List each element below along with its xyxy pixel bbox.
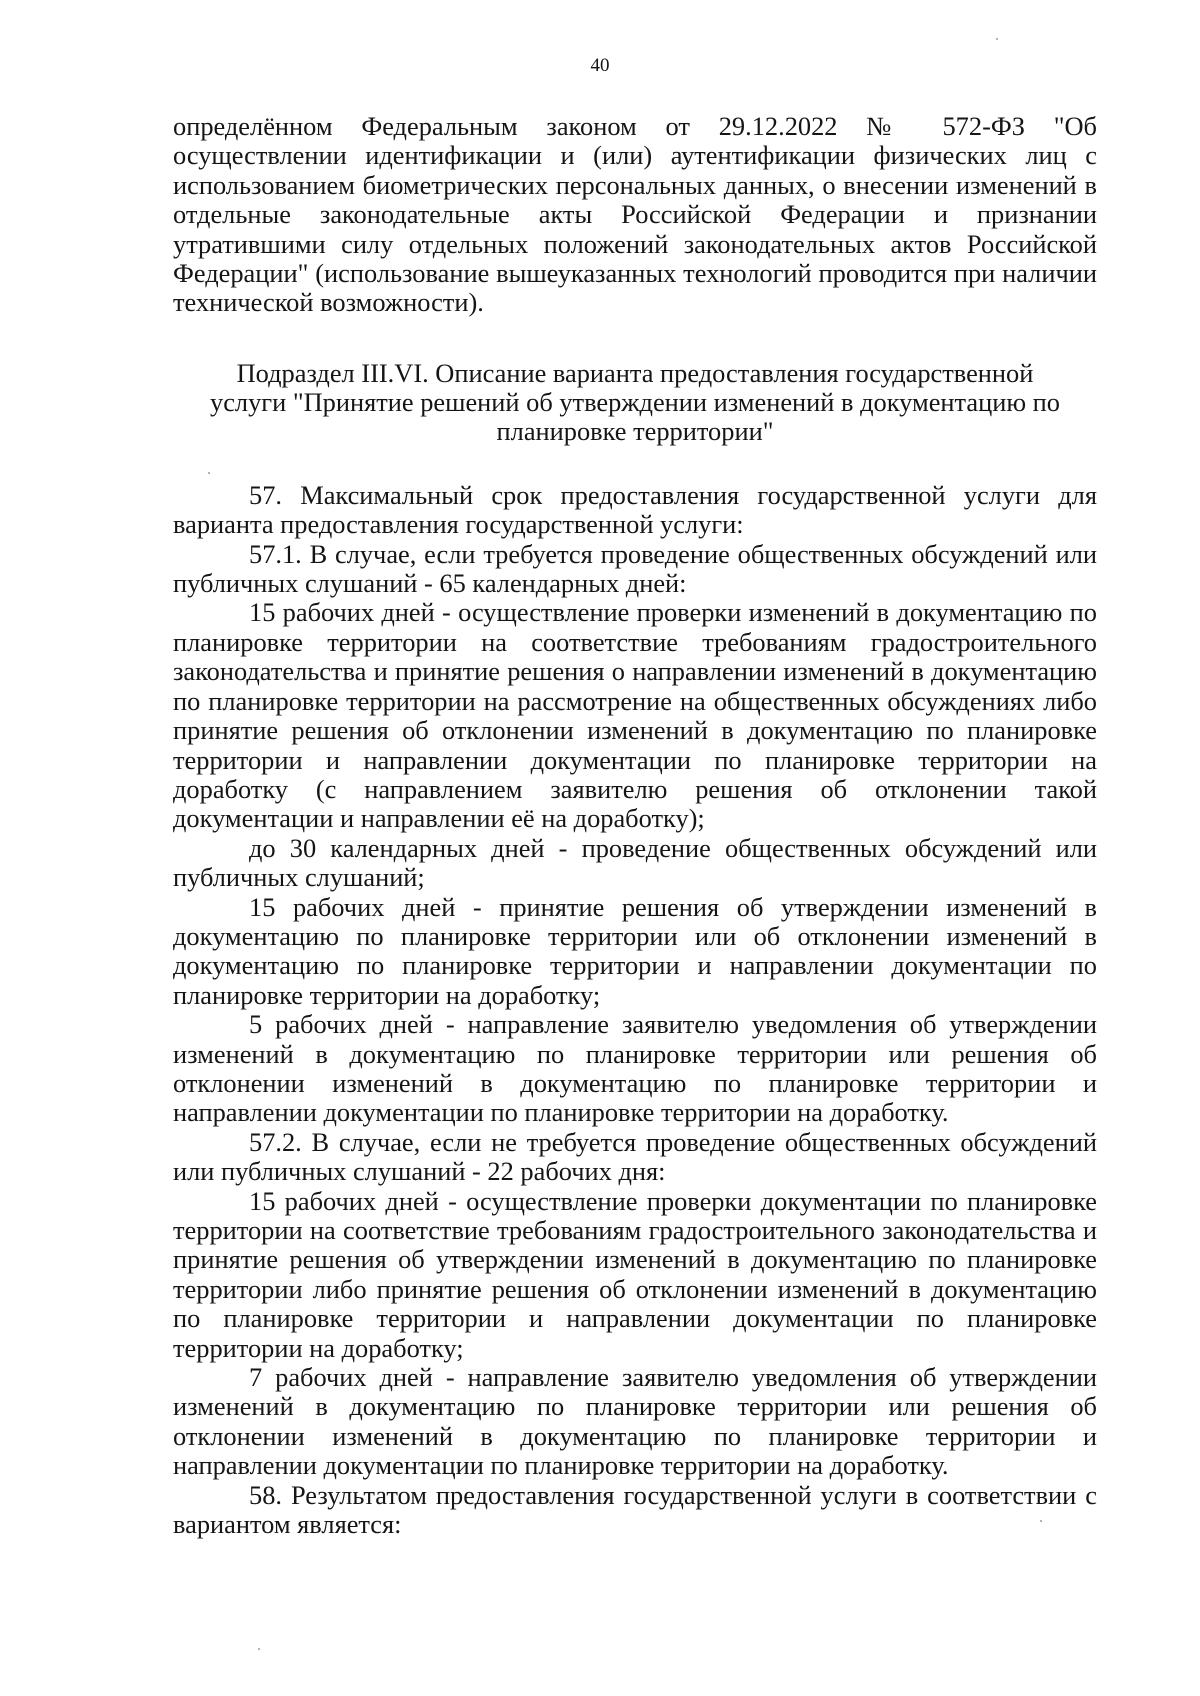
scan-speck	[258, 1648, 260, 1650]
document-body	[173, 112, 1097, 1539]
paragraph-57: 57. Максимальный срок предоставления государственной услуги для варианта предоставления государственной услуги:	[173, 479, 1097, 540]
page-number: 40	[590, 55, 610, 76]
scan-speck	[996, 38, 998, 40]
list-item-15-days-decision: 15 рабочих дней - принятие решения об утверждении изменений в документацию по планировке территории или об отклонении изменений в документацию по планировке территории и направлении документации по планировке территории на доработку;	[173, 891, 1097, 1010]
list-item-15-days-check: 15 рабочих дней - осуществление проверки изменений в документацию по планировке территории на соответствие требованиям градостроительного законодательства и принятие решения о направлении изменений в документацию по планировке территории на рассмотрение на общественных обсуждениях либо принятие решения об отклонении изменений в документацию по планировке территории и направлении документации по планировке территории на доработку (с направлением заявителю решения об отклонении такой документации и направлении её на доработку);	[173, 597, 1097, 834]
intro-paragraph: определённом Федеральным законом от 29.12.2022 № 572-ФЗ "Об осуществлении идентификации и (или) аутентификации физических лиц с использованием биометрических персональных данных, о внесении изменений в отдельные законодательные акты Российской Федерации и признании утратившими силу отдельных положений законодательных актов Российской Федерации" (использование вышеуказанных технологий проводится при наличии технической возможности).	[173, 111, 1097, 318]
list-item-30-days-hearings: до 30 календарных дней - проведение общественных обсуждений или публичных слушаний;	[173, 832, 1097, 893]
paragraph-58: 58. Результатом предоставления государственной услуги в соответствии с вариантом является:	[173, 1479, 1097, 1540]
list-item-7-days-notification: 7 рабочих дней - направление заявителю уведомления об утверждении изменений в документацию по планировке территории или решения об отклонении изменений в документацию по планировке территории и направлении документации по планировке территории на доработку.	[173, 1362, 1097, 1481]
list-item-5-days-notification: 5 рабочих дней - направление заявителю уведомления об утверждении изменений в документацию по планировке территории или решения об отклонении изменений в документацию по планировке территории и направлении документации по планировке территории на доработку.	[173, 1009, 1097, 1128]
paragraph-57-2: 57.2. В случае, если не требуется проведение общественных обсуждений или публичных слушаний - 22 рабочих дня:	[173, 1126, 1097, 1187]
scan-speck	[208, 472, 210, 474]
section-heading: Подраздел III.VI. Описание варианта предоставления государственной услуги "Принятие решений об утверждении изменений в документацию по планировке территории"	[210, 357, 1060, 446]
paragraph-57-1: 57.1. В случае, если требуется проведение общественных обсуждений или публичных слушаний - 65 календарных дней:	[173, 538, 1097, 599]
list-item-15-days-verification: 15 рабочих дней - осуществление проверки документации по планировке территории на соответствие требованиям градостроительного законодательства и принятие решения об утверждении изменений в документацию по планировке территории либо принятие решения об отклонении изменений в документацию по планировке территории и направлении документации по планировке территории на доработку;	[173, 1185, 1097, 1363]
scan-speck	[1040, 1520, 1042, 1522]
